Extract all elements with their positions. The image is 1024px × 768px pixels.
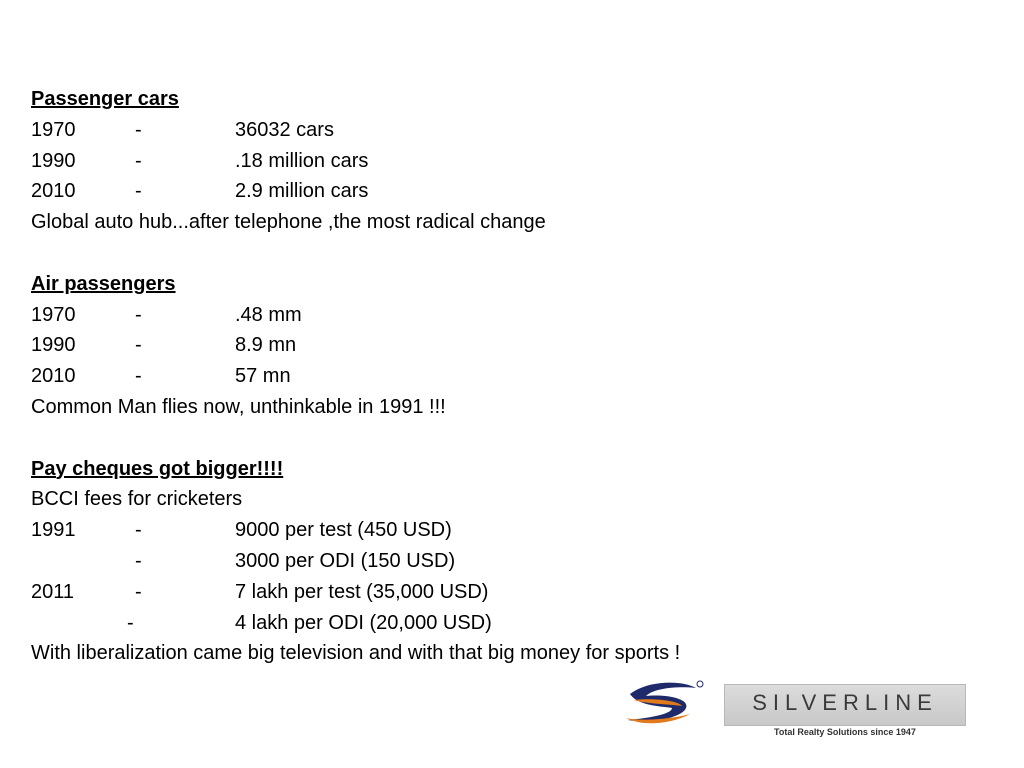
row-value: .18 million cars xyxy=(235,149,369,172)
row-year: 2010 xyxy=(31,180,76,203)
row-dash: - xyxy=(135,180,142,203)
data-row xyxy=(31,546,680,577)
row-dash: - xyxy=(135,580,142,603)
logo-tagline: Total Realty Solutions since 1947 xyxy=(774,727,916,737)
row-dash: - xyxy=(135,519,142,542)
row-dash: - xyxy=(135,365,142,388)
data-row xyxy=(31,515,680,546)
row-year: 1991 xyxy=(31,519,76,542)
row-value: .48 mm xyxy=(235,303,302,326)
slide-content xyxy=(31,84,680,669)
row-dash: - xyxy=(135,334,142,357)
section-heading-air-passengers: Air passengers xyxy=(31,272,176,295)
row-year: 1970 xyxy=(31,118,76,141)
row-dash: - xyxy=(127,611,134,634)
section-heading-pay-cheques: Pay cheques got bigger!!!! xyxy=(31,457,284,480)
data-row xyxy=(31,608,680,639)
row-year: 2010 xyxy=(31,365,76,388)
row-value: 7 lakh per test (35,000 USD) xyxy=(235,580,489,603)
row-value: 9000 per test (450 USD) xyxy=(235,519,452,542)
row-year: 1990 xyxy=(31,149,76,172)
spacer xyxy=(31,423,680,454)
silverline-mark-icon xyxy=(620,678,706,728)
section-heading-passenger-cars: Passenger cars xyxy=(31,88,179,110)
row-value: 57 mn xyxy=(235,365,291,388)
data-row xyxy=(31,577,680,608)
row-year: 1970 xyxy=(31,303,76,326)
section-note: With liberalization came big television and with that big money for sports ! xyxy=(31,642,681,665)
row-dash: - xyxy=(135,549,142,572)
row-dash: - xyxy=(135,149,142,172)
row-value: 8.9 mn xyxy=(235,334,297,357)
spacer xyxy=(31,238,680,269)
data-row xyxy=(31,330,680,361)
data-row xyxy=(31,176,680,207)
silverline-logo xyxy=(620,676,970,736)
data-row xyxy=(31,300,680,331)
data-row xyxy=(31,361,680,392)
row-value: 2.9 million cars xyxy=(235,180,369,203)
row-year: 1990 xyxy=(31,334,76,357)
row-value: 4 lakh per ODI (20,000 USD) xyxy=(235,611,492,634)
data-row xyxy=(31,146,680,177)
data-row xyxy=(31,115,680,146)
row-value: 36032 cars xyxy=(235,118,334,141)
section-note: Common Man flies now, unthinkable in 1991 !!! xyxy=(31,395,446,418)
row-dash: - xyxy=(135,118,142,141)
row-dash: - xyxy=(135,303,142,326)
logo-wordmark-box xyxy=(724,684,966,737)
row-value: 3000 per ODI (150 USD) xyxy=(235,549,456,572)
logo-wordmark: SILVERLINE xyxy=(752,690,938,715)
section-intro: BCCI fees for cricketers xyxy=(31,488,243,511)
row-year: 2011 xyxy=(31,580,75,603)
section-note: Global auto hub...after telephone ,the most radical change xyxy=(31,211,546,234)
